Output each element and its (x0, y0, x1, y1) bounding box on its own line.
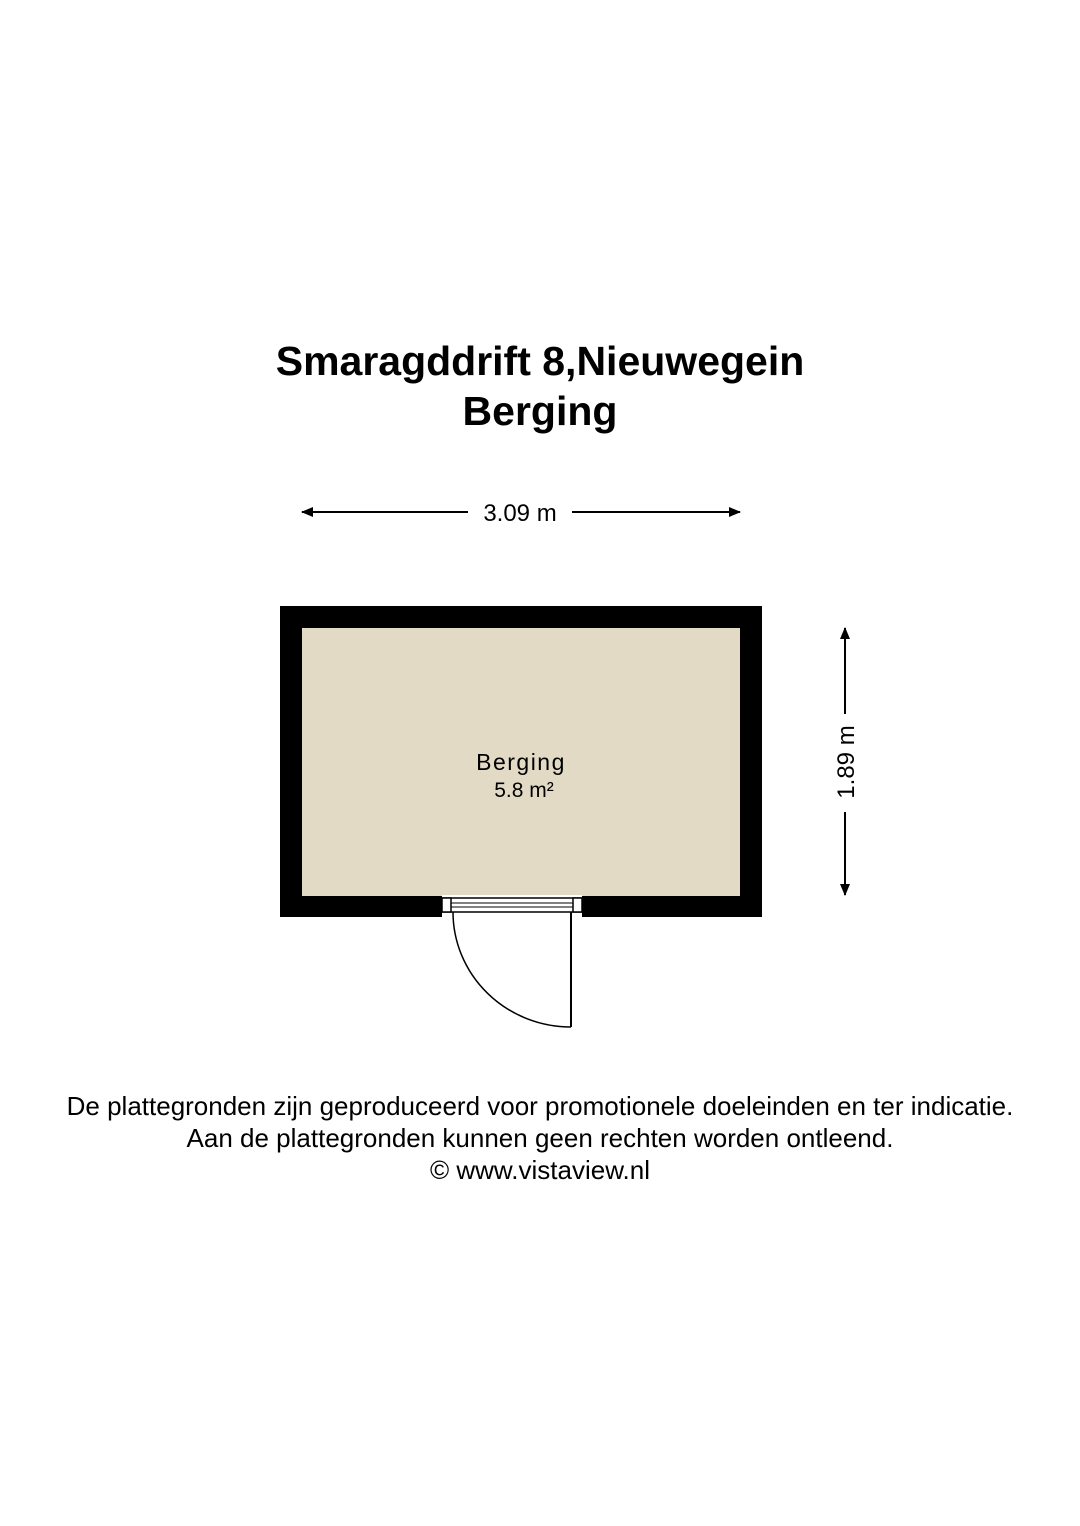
depth-dimension (833, 628, 860, 895)
disclaimer-line-2: Aan de plattegronden kunnen geen rechten worden ontleend. (186, 1123, 894, 1153)
address-title: Smaragddrift 8,Nieuwegein (275, 338, 805, 384)
room-berging (280, 606, 762, 1027)
door-frame (442, 898, 582, 912)
floor-title: Berging (462, 388, 618, 434)
room-name: Berging (476, 749, 566, 775)
disclaimer-line-1: De plattegronden zijn geproduceerd voor promotionele doeleinden en ter indicatie. (66, 1091, 1014, 1121)
depth-label: 1.89 m (833, 725, 860, 799)
width-label: 3.09 m (483, 500, 557, 527)
room-area: 5.8 m² (494, 779, 554, 802)
copyright-text: © www.vistaview.nl (430, 1155, 650, 1185)
door-swing-arc (453, 912, 571, 1027)
disclaimer (0, 1090, 1080, 1186)
width-dimension (302, 500, 740, 527)
